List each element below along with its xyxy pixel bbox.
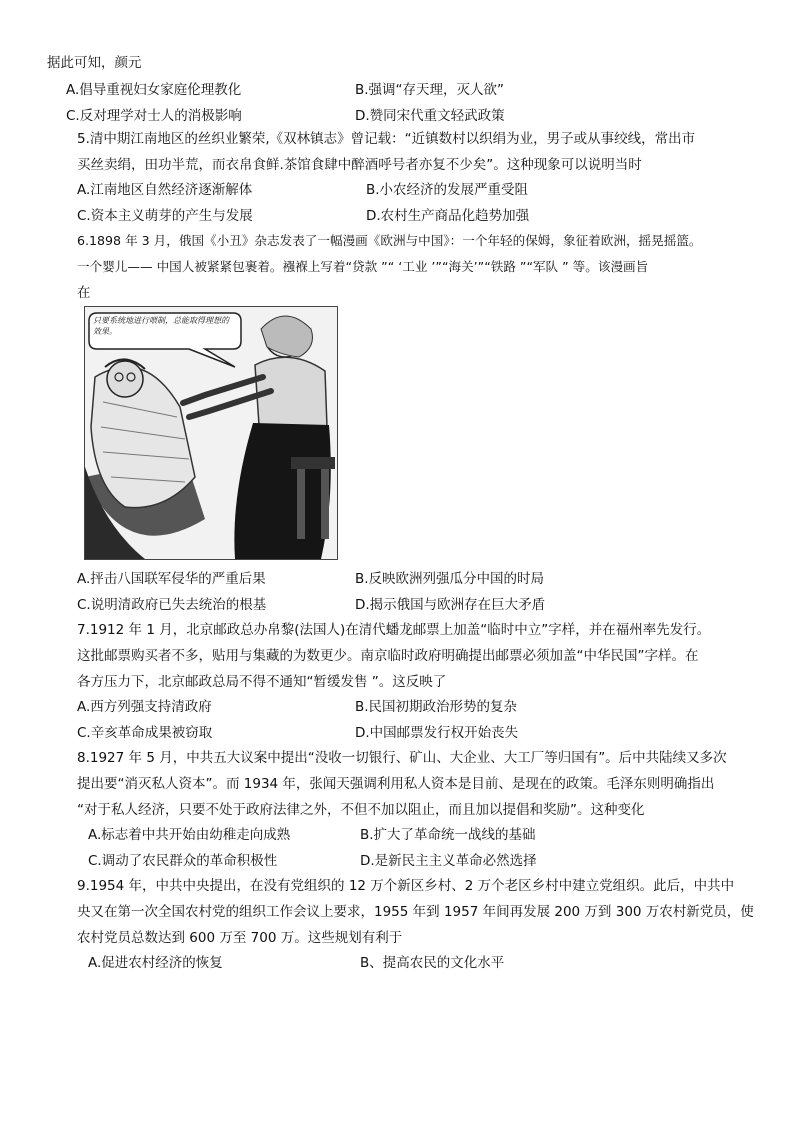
- q9-stem-line-3: 农村党员总数达到 600 万至 700 万。这些规划有利于: [77, 930, 403, 946]
- q7-option-a: A.西方列强支持清政府: [77, 699, 212, 715]
- cartoon-europe-and-china: [84, 306, 338, 560]
- q7-option-c: C.辛亥革命成果被窃取: [77, 725, 213, 741]
- q9-option-a: A.促进农村经济的恢复: [88, 955, 223, 971]
- q7-option-d: D.中国邮票发行权开始丧失: [355, 725, 519, 741]
- q4-stem-tail: 据此可知，颜元: [47, 55, 142, 71]
- q4-option-b: B.强调“存天理，灭人欲”: [355, 82, 505, 98]
- q6-stem-line-3: 在: [77, 285, 91, 301]
- q9-stem-line-1: 9.1954 年，中共中央提出，在没有党组织的 12 万个新区乡村、2 万个老区乡村中建立党组织。此后，中共中: [77, 878, 735, 894]
- q6-option-a: A.抨击八国联军侵华的严重后果: [77, 571, 266, 587]
- q8-option-a: A.标志着中共开始由幼稚走向成熟: [88, 827, 291, 843]
- q6-option-b: B.反映欧洲列强瓜分中国的时局: [355, 571, 545, 587]
- q8-stem-line-1: 8.1927 年 5 月，中共五大议案中提出“没收一切银行、矿山、大企业、大工厂等归国有”。后中共陆续又多次: [77, 750, 727, 766]
- q5-option-c: C.资本主义萌芽的产生与发展: [77, 208, 253, 224]
- q4-option-a: A.倡导重视妇女家庭伦理教化: [66, 82, 242, 98]
- q8-stem-line-3: “对于私人经济，只要不处于政府法律之外，不但不加以阻止，而且加以提倡和奖励”。这种变化: [77, 802, 645, 818]
- cartoon-caption: 只要系统地进行喂制，总能取得理想的效果。: [93, 316, 229, 336]
- q5-option-d: D.农村生产商品化趋势加强: [366, 208, 530, 224]
- q5-stem-line-2: 买丝卖绢，田功半荒，而衣帛食鲜.茶馆食肆中醉酒呼号者亦复不少矣”。这种现象可以说明当时: [77, 157, 642, 173]
- q7-stem-line-1: 7.1912 年 1 月，北京邮政总办帛黎(法国人)在清代蟠龙邮票上加盖“临时中立”字样，并在福州率先发行。: [77, 622, 711, 638]
- q5-stem-line-1: 5.清中期江南地区的丝织业繁荣,《双林镇志》曾记载：“近镇数村以织绢为业，男子或从事绞线，常出市: [77, 131, 696, 147]
- q9-stem-line-2: 央又在第一次全国农村党的组织工作会议上要求，1955 年到 1957 年间再发展 200 万到 300 万农村新党员，使: [77, 904, 754, 920]
- q7-stem-line-2: 这批邮票购买者不多，贴用与集藏的为数更少。南京临时政府明确提出邮票必须加盖“中华民国”字样。在: [77, 648, 699, 664]
- q5-option-a: A.江南地区自然经济逐渐解体: [77, 182, 253, 198]
- q6-option-d: D.揭示俄国与欧洲存在巨大矛盾: [355, 597, 546, 613]
- q5-option-b: B.小农经济的发展严重受阻: [366, 182, 529, 198]
- q6-option-c: C.说明清政府已失去统治的根基: [77, 597, 267, 613]
- q6-stem-line-1: 6.1898 年 3 月，俄国《小丑》杂志发表了一幅漫画《欧洲与中国》：一个年轻的保姆，象征着欧洲，摇晃摇篮。: [77, 233, 702, 248]
- q8-option-b: B.扩大了革命统一战线的基础: [360, 827, 536, 843]
- q9-option-b: B、提高农民的文化水平: [360, 955, 505, 971]
- q4-option-d: D.赞同宋代重文轻武政策: [355, 108, 505, 124]
- q7-option-b: B.民国初期政治形势的复杂: [355, 699, 518, 715]
- q7-stem-line-3: 各方压力下，北京邮政总局不得不通知“暂缓发售 ”。这反映了: [77, 674, 447, 690]
- q8-option-c: C.调动了农民群众的革命积极性: [88, 853, 278, 869]
- q4-option-c: C.反对理学对士人的消极影响: [66, 108, 242, 124]
- q8-stem-line-2: 提出要“消灭私人资本”。而 1934 年，张闻天强调利用私人资本是目前、是现在的政策。毛泽东则明确指出: [77, 776, 715, 792]
- q8-option-d: D.是新民主主义革命必然选择: [360, 853, 537, 869]
- q6-stem-line-2: 一个婴儿—— 中国人被紧紧包裹着。襁褓上写着“贷款 ”“ ‘工业 ’”“海关’”“铁路 ”“军队 ” 等。该漫画旨: [77, 259, 649, 274]
